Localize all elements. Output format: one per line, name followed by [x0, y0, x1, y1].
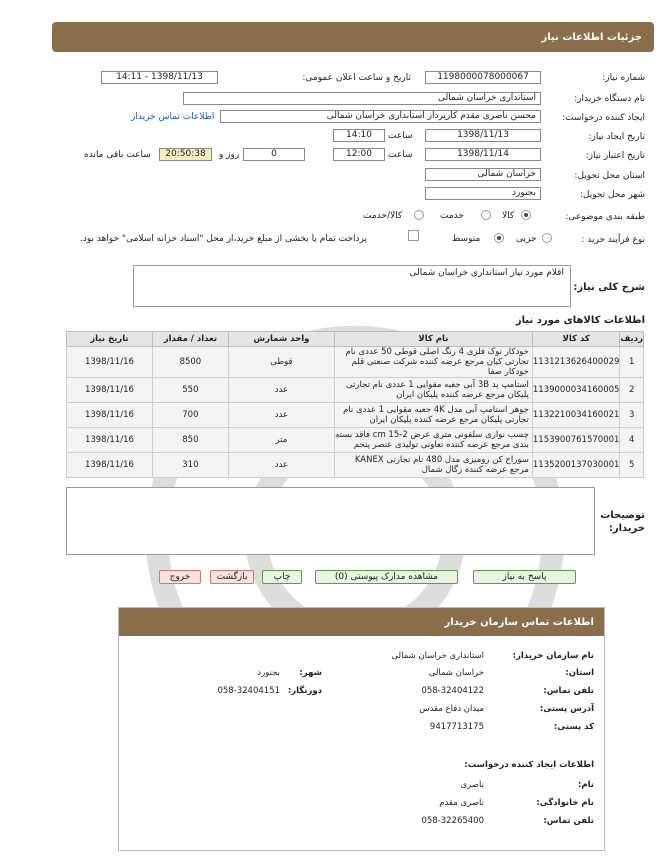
- valid-date-label: تاریخ اعتبار نیاز:: [585, 151, 645, 161]
- contact-province-value: خراسان شمالی: [428, 668, 484, 678]
- need-number-label: شماره نیاز:: [602, 73, 645, 83]
- cell-name: استامپ پد 3B آبی جعبه مقوایی 1 عددی نام تجارتی پلیکان مرجع عرضه کننده پلیکان ایران: [334, 378, 532, 403]
- category-service-label: خدمت: [440, 211, 464, 221]
- cell-code: 1139000034160005: [532, 378, 620, 403]
- creator-name-label: نام:: [577, 780, 594, 790]
- print-button[interactable]: چاپ: [262, 570, 302, 584]
- summary-label: شرح کلی نیاز:: [573, 282, 645, 293]
- col-qty: تعداد / مقدار: [152, 332, 228, 347]
- buyer-notes-box[interactable]: [66, 487, 595, 555]
- province-field[interactable]: خراسان شمالی: [425, 168, 541, 181]
- valid-date-field[interactable]: 1398/11/14: [425, 148, 541, 161]
- contact-panel-title: اطلاعات تماس سازمان خریدار: [444, 617, 594, 628]
- contact-fax-label: دورنگار:: [287, 686, 322, 696]
- contact-postal-label: کد پستی:: [553, 722, 594, 732]
- creator-info-title: اطلاعات ایجاد کننده درخواست:: [464, 760, 594, 770]
- items-table: [66, 331, 644, 478]
- contact-city-value: بجنورد: [257, 668, 280, 678]
- creator-phone-value: 058-32265400: [421, 816, 484, 826]
- remaining-time-field[interactable]: 20:50:38: [159, 148, 212, 161]
- process-minor-radio[interactable]: [542, 233, 552, 243]
- buyer-contact-panel: [118, 607, 605, 851]
- col-code: کد کالا: [532, 332, 620, 347]
- cell-name: جوهر استامپ آبی مدل 4K جعبه مقوایی 1 عددی نام تجارتی پلیکان مرجع عرضه کننده پلیکان ایران: [334, 403, 532, 428]
- creator-family-value: ناصری مقدم: [439, 798, 484, 808]
- exit-button[interactable]: خروج: [159, 570, 201, 584]
- cell-qty: 850: [152, 428, 228, 453]
- cell-date: 1398/11/16: [67, 428, 153, 453]
- days-label: روز و: [219, 150, 240, 160]
- category-goods-label: کالا: [502, 211, 515, 221]
- contact-address-label: آدرس پستی:: [539, 704, 594, 714]
- category-service-radio[interactable]: [481, 210, 491, 220]
- category-both-radio[interactable]: [414, 210, 424, 220]
- cell-row: 2: [620, 378, 644, 403]
- process-minor-label: جزیی: [516, 234, 537, 244]
- valid-time-label: ساعت: [388, 150, 413, 160]
- creator-field[interactable]: محسن ناصری مقدم کارپرداز استانداری خراسان شمالی: [220, 110, 541, 123]
- cell-name: چسب نواری سلفونی متری عرض cm 15-2 فاقد بسته بندی مرجع عرضه کننده تعاونی تولیدی عنصر پنجم: [334, 428, 532, 453]
- back-button[interactable]: بازگشت: [210, 570, 254, 584]
- announce-label: تاریخ و ساعت اعلان عمومی:: [302, 73, 411, 83]
- contact-address-value: میدان دفاع مقدس: [419, 704, 484, 714]
- cell-unit: قوطی: [228, 347, 334, 378]
- cell-unit: عدد: [228, 403, 334, 428]
- cell-qty: 550: [152, 378, 228, 403]
- creator-phone-label: تلفن تماس:: [543, 816, 594, 826]
- cell-name: سوراخ کن رومیزی مدل 480 نام تجارتی KANEX مرجع عرضه کننده زگال شمال: [334, 453, 532, 478]
- reply-button[interactable]: پاسخ به نیاز: [473, 570, 576, 584]
- cell-date: 1398/11/16: [67, 403, 153, 428]
- created-time-field[interactable]: 14:10: [333, 129, 385, 142]
- contact-org-value: استانداری خراسان شمالی: [391, 651, 484, 661]
- buyer-notes-label: توضیحات خریدار:: [600, 510, 645, 534]
- cell-code: 1131213626400029: [532, 347, 620, 378]
- process-medium-radio[interactable]: [494, 233, 504, 243]
- buyer-org-field[interactable]: استانداری خراسان شمالی: [183, 92, 541, 105]
- contact-panel-header: [119, 608, 604, 636]
- announce-field[interactable]: 1398/11/13 - 14:11: [101, 71, 218, 84]
- need-number-field[interactable]: 1198000078000067: [425, 71, 541, 84]
- cell-code: 1153900761570001: [532, 428, 620, 453]
- attachments-button[interactable]: مشاهده مدارک پیوستی (0): [315, 570, 458, 584]
- process-label: نوع فرآیند خرید :: [581, 235, 645, 245]
- col-unit: واحد شمارش: [228, 332, 334, 347]
- summary-box[interactable]: [133, 265, 571, 307]
- contact-city-label: شهر:: [299, 668, 322, 678]
- cell-unit: عدد: [228, 378, 334, 403]
- creator-name-value: ناصری: [460, 780, 484, 790]
- creator-family-label: نام خانوادگی:: [536, 798, 594, 808]
- cell-qty: 8500: [152, 347, 228, 378]
- created-date-label: تاریخ ایجاد نیاز:: [588, 132, 645, 142]
- page-header: [52, 22, 654, 52]
- items-header-row: [67, 332, 644, 347]
- days-field[interactable]: 0: [243, 148, 305, 161]
- buyer-contact-link[interactable]: اطلاعات تماس خریدار: [131, 112, 215, 122]
- summary-text: اقلام مورد نیاز استانداری خراسان شمالی: [409, 268, 564, 278]
- cell-code: 1135200137030001: [532, 453, 620, 478]
- cell-row: 1: [620, 347, 644, 378]
- contact-phone-value: 058-32404122: [421, 686, 484, 696]
- city-label: شهر محل تحویل:: [579, 190, 645, 200]
- cell-date: 1398/11/16: [67, 453, 153, 478]
- contact-postal-value: 9417713175: [429, 722, 484, 732]
- table-row[interactable]: [67, 453, 644, 478]
- valid-time-field[interactable]: 12:00: [333, 148, 385, 161]
- cell-qty: 700: [152, 403, 228, 428]
- items-title: اطلاعات کالاهای مورد نیاز: [515, 315, 645, 326]
- page-title: جزئیات اطلاعات نیاز: [541, 32, 642, 43]
- cell-row: 4: [620, 428, 644, 453]
- process-medium-label: متوسط: [452, 234, 481, 244]
- contact-org-label: نام سازمان خریدار:: [512, 651, 594, 661]
- table-row[interactable]: [67, 428, 644, 453]
- cell-date: 1398/11/16: [67, 347, 153, 378]
- cell-row: 5: [620, 453, 644, 478]
- contact-fax-value: 058-32404151: [217, 686, 280, 696]
- cell-code: 1132210034160021: [532, 403, 620, 428]
- cell-row: 3: [620, 403, 644, 428]
- category-both-label: کالا/خدمت: [363, 211, 403, 221]
- contact-province-label: استان:: [565, 668, 594, 678]
- col-date: تاریخ نیاز: [67, 332, 153, 347]
- province-label: استان محل تحویل:: [574, 171, 645, 181]
- table-row[interactable]: [67, 347, 644, 378]
- col-row: ردیف: [620, 332, 644, 347]
- buyer-org-label: نام دستگاه خریدار:: [574, 94, 645, 104]
- col-name: نام کالا: [334, 332, 532, 347]
- created-date-field[interactable]: 1398/11/13: [425, 129, 541, 142]
- treasury-checkbox[interactable]: [408, 230, 419, 241]
- contact-phone-label: تلفن تماس:: [543, 686, 594, 696]
- table-row[interactable]: [67, 378, 644, 403]
- category-label: طبقه بندی موضوعی:: [565, 212, 645, 222]
- cell-unit: متر: [228, 428, 334, 453]
- cell-qty: 310: [152, 453, 228, 478]
- table-row[interactable]: [67, 403, 644, 428]
- cell-unit: عدد: [228, 453, 334, 478]
- created-time-label: ساعت: [388, 131, 413, 141]
- category-goods-radio[interactable]: [521, 210, 531, 220]
- creator-label: ایجاد کننده درخواست:: [562, 113, 645, 123]
- remaining-label: ساعت باقی مانده: [84, 150, 151, 160]
- treasury-note: پرداخت تمام یا بخشی از مبلغ خرید،از محل "اسناد خزانه اسلامی" خواهد بود.: [80, 234, 368, 244]
- cell-name: خودکار نوک فلزی 4 رنگ اصلی قوطی 50 عددی نام تجارتی کیان مرجع عرضه کننده شرکت صنعتی قلم خودکار صفا: [334, 347, 532, 378]
- city-field[interactable]: بجنورد: [425, 187, 541, 200]
- cell-date: 1398/11/16: [67, 378, 153, 403]
- left-margin: [0, 0, 42, 863]
